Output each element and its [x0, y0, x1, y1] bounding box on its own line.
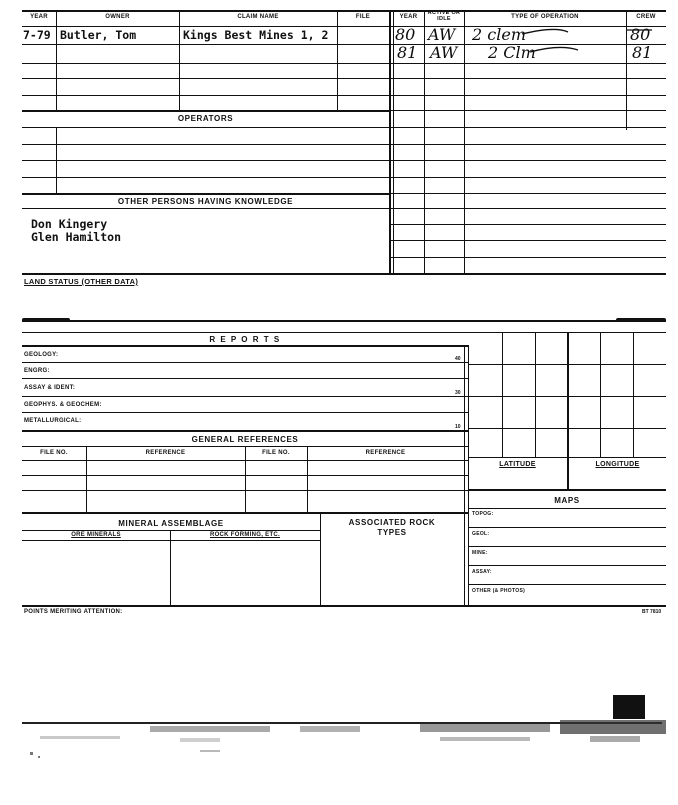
header-claim-name: CLAIM NAME: [237, 14, 279, 20]
ore-minerals-header: ORE MINERALS: [71, 532, 121, 538]
op-row-1-crew: 80: [630, 25, 651, 44]
longitude-label: LONGITUDE: [595, 461, 640, 468]
op-row-1-active: AW: [428, 25, 456, 44]
handwriting-strokes: [390, 24, 666, 64]
owner-row-year: 7-79: [23, 28, 51, 42]
report-geology-num: 40: [455, 356, 461, 362]
header-crew: CREW: [636, 14, 656, 20]
associated-rock-types-header: ASSOCIATED ROCK TYPES: [348, 518, 436, 537]
points-meriting-attention-label: POINTS MERITING ATTENTION:: [24, 609, 123, 615]
owner-row-claim-name: Kings Best Mines 1, 2: [183, 28, 329, 42]
gr-header-reference-1: REFERENCE: [145, 450, 186, 456]
report-metallurgical-num: 10: [455, 424, 461, 430]
header-owner: OWNER: [105, 14, 130, 20]
map-mine: MINE:: [472, 550, 488, 556]
header-op-year: YEAR: [399, 14, 418, 20]
form-number: BT 7810: [642, 609, 662, 615]
rock-forming-header: ROCK FORMING, ETC.: [209, 532, 281, 538]
operators-label: OPERATORS: [177, 114, 234, 123]
mineral-assemblage-title: MINERAL ASSEMBLAGE: [118, 519, 224, 528]
land-status-label: LAND STATUS (OTHER DATA): [24, 277, 139, 286]
report-geology: GEOLOGY:: [24, 352, 59, 358]
other-person-1: Don Kingery: [31, 217, 108, 231]
op-row-2-crew: 81: [632, 43, 653, 62]
op-row-2-type: 2 Clm: [488, 43, 536, 62]
latitude-label: LATITUDE: [499, 461, 536, 468]
section-separator: [22, 320, 666, 322]
general-references-title: GENERAL REFERENCES: [191, 435, 299, 444]
header-type-of-operation: TYPE OF OPERATION: [511, 14, 579, 20]
report-metallurgical: METALLURGICAL:: [24, 418, 82, 424]
map-assay: ASSAY:: [472, 569, 492, 575]
gr-header-reference-2: REFERENCE: [365, 450, 406, 456]
separator-end-right: [616, 318, 666, 322]
map-other: OTHER (& PHOTOS): [472, 588, 526, 594]
op-row-1-year: 80: [395, 25, 416, 44]
report-engrg: ENGRG:: [24, 368, 50, 374]
maps-title: MAPS: [554, 496, 580, 505]
map-topog: TOPOG:: [472, 511, 494, 517]
report-assay-num: 30: [455, 390, 461, 396]
other-person-2: Glen Hamilton: [31, 230, 122, 244]
reports-title: R E P O R T S: [209, 335, 281, 344]
report-geophys: GEOPHYS. & GEOCHEM:: [24, 402, 102, 408]
map-geol: GEOL:: [472, 531, 490, 537]
gr-header-file-no-2: FILE NO.: [262, 450, 290, 456]
op-row-2-year: 81: [397, 43, 418, 62]
op-row-2-active: AW: [430, 43, 458, 62]
header-year: YEAR: [30, 14, 48, 20]
header-active-or-idle: ACTIVE OR IDLE: [427, 10, 461, 22]
other-persons-label: OTHER PERSONS HAVING KNOWLEDGE: [117, 197, 294, 206]
op-row-1-type: 2 clem: [472, 25, 526, 44]
owner-row-owner: Butler, Tom: [60, 28, 137, 42]
report-assay: ASSAY & IDENT:: [24, 385, 76, 391]
gr-header-file-no-1: FILE NO.: [40, 450, 68, 456]
header-file: FILE: [355, 14, 371, 20]
scan-noise-strip: [0, 690, 678, 790]
